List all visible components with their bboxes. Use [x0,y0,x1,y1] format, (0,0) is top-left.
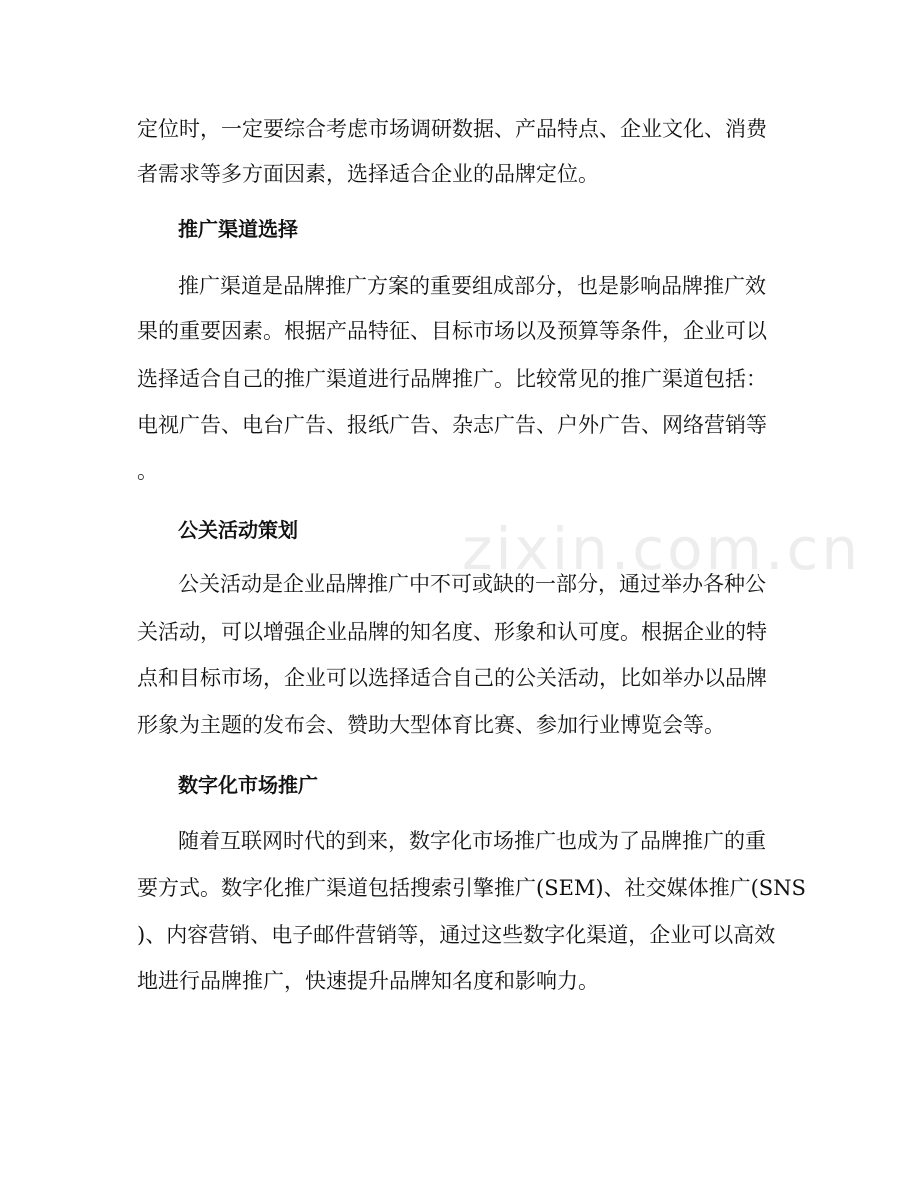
watermark: zixin.com.cn [462,515,862,583]
section-heading-channels: 推广渠道选择 [178,217,298,241]
paragraph-line: 关活动，可以增强企业品牌的知名度、形象和认可度。根据企业的特 [137,620,767,644]
paragraph-line: 电视广告、电台广告、报纸广告、杂志广告、户外广告、网络营销等 [137,413,767,437]
section-heading-digital: 数字化市场推广 [178,773,318,797]
paragraph-line: 公关活动是企业品牌推广中不可或缺的一部分，通过举办各种公 [178,572,766,596]
paragraph-line: 形象为主题的发布会、赞助大型体育比赛、参加行业博览会等。 [137,713,725,737]
paragraph-line: 推广渠道是品牌推广方案的重要组成部分，也是影响品牌推广效 [178,274,766,298]
section-heading-pr: 公关活动策划 [178,518,298,542]
paragraph-line: 要方式。数字化推广渠道包括搜索引擎推广(SEM)、社交媒体推广(SNS [137,876,806,900]
paragraph-line: 。 [137,459,158,483]
paragraph-line: 选择适合自己的推广渠道进行品牌推广。比较常见的推广渠道包括： [137,367,767,391]
paragraph-line: )、内容营销、电子邮件营销等，通过这些数字化渠道，企业可以高效 [137,923,776,947]
paragraph-line: 地进行品牌推广，快速提升品牌知名度和影响力。 [137,969,599,993]
paragraph-line: 果的重要因素。根据产品特征、目标市场以及预算等条件，企业可以 [137,319,767,343]
paragraph-line: 定位时，一定要综合考虑市场调研数据、产品特点、企业文化、消费 [137,117,767,141]
paragraph-line: 者需求等多方面因素，选择适合企业的品牌定位。 [137,162,599,186]
paragraph-line: 随着互联网时代的到来，数字化市场推广也成为了品牌推广的重 [178,829,766,853]
paragraph-line: 点和目标市场，企业可以选择适合自己的公关活动，比如举办以品牌 [137,666,767,690]
